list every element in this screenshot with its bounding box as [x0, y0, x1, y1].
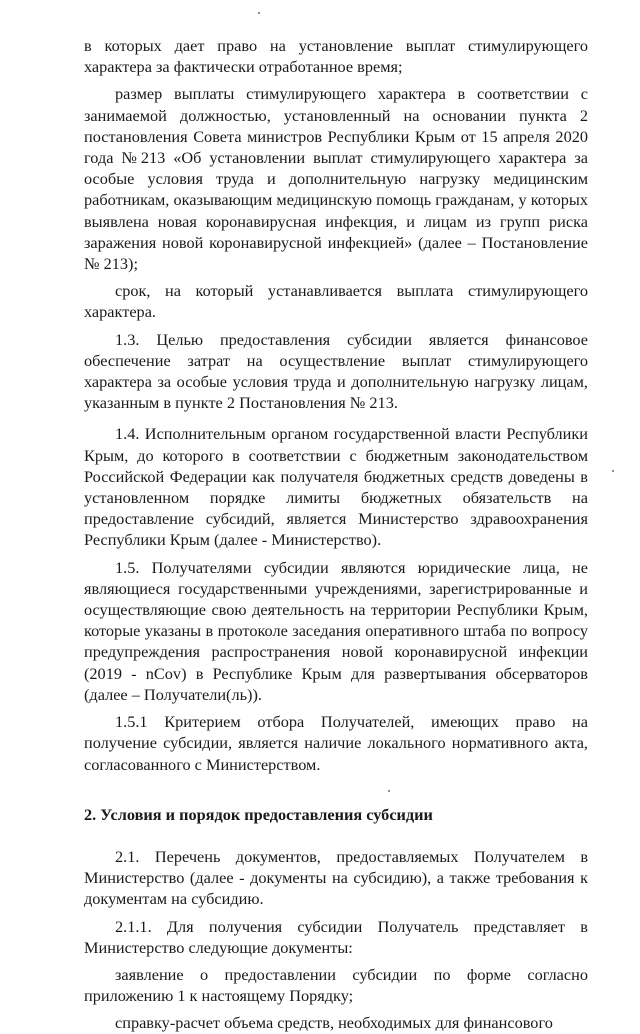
- paragraph-calculation: справку-расчет объема средств, необходимых для финансового: [115, 1013, 553, 1033]
- paragraph-payment-amount: размер выплаты стимулирующего характера в соответствии с занимаемой должностью, установленный на основании пункта 2 постановления Совета министров Республики Крым от 15 апреля 2020 года №213 «Об установлении выплат стимулирующего характера за особые условия труда и дополнительную нагрузку медицинским работникам, оказывающим медицинскую помощь гражданам, у которых выявлена новая коронавирусная инфекция, и лицам из групп риска заражения новой коронавирусной инфекцией» (далее – Постановление № 213);: [84, 84, 588, 274]
- section-heading: 2. Условия и порядок предоставления субсидии: [84, 804, 433, 824]
- paragraph-application: заявление о предоставлении субсидии по форме согласно приложению 1 к настоящему Порядку;: [84, 964, 588, 1006]
- document-body: [84, 35, 588, 1034]
- scan-speck: [388, 790, 390, 792]
- paragraph-2-1-1: 2.1.1. Для получения субсидии Получатель представляет в Министерство следующие документы:: [84, 916, 588, 957]
- paragraph-2-1: 2.1. Перечень документов, предоставляемых Получателем в Министерство (далее - документы на субсидию), а также требования к документам на субсидию.: [84, 846, 588, 909]
- paragraph-1-5-1: 1.5.1 Критерием отбора Получателей, имеющих право на получение субсидии, является наличие локального нормативного акта, согласованного с Министерством.: [84, 712, 588, 774]
- scan-speck: [258, 12, 260, 14]
- paragraph-continuation: в которых дает право на установление выплат стимулирующего характера за фактически отработанное время;: [84, 36, 588, 77]
- paragraph-payment-term: срок, на который устанавливается выплата стимулирующего характера.: [84, 281, 588, 322]
- paragraph-1-4: 1.4. Исполнительным органом государственной власти Республики Крым, до которого в соответствии с бюджетным законодательством Российской Федерации как получателя бюджетных средств доведены в установленном порядке лимиты бюджетных обязательств на предоставление субсидий, является Министерство здравоохранения Республики Крым (далее - Министерство).: [84, 424, 588, 550]
- scan-speck: [612, 470, 614, 472]
- paragraph-1-3: 1.3. Целью предоставления субсидии является финансовое обеспечение затрат на осуществление выплат стимулирующего характера за особые условия труда и дополнительную нагрузку лицам, указанным в пункте 2 Постановления № 213.: [84, 329, 588, 413]
- paragraph-1-5: 1.5. Получателями субсидии являются юридические лица, не являющиеся государственными учреждениями, зарегистрированные и осуществляющие свою деятельность на территории Республики Крым, которые указаны в протоколе заседания оперативного штаба по вопросу предупреждения распространения новой коронавирусной инфекции (2019 - nCov) в Республике Крым для развертывания обсерваторов (далее – Получатели(ль)).: [84, 557, 588, 704]
